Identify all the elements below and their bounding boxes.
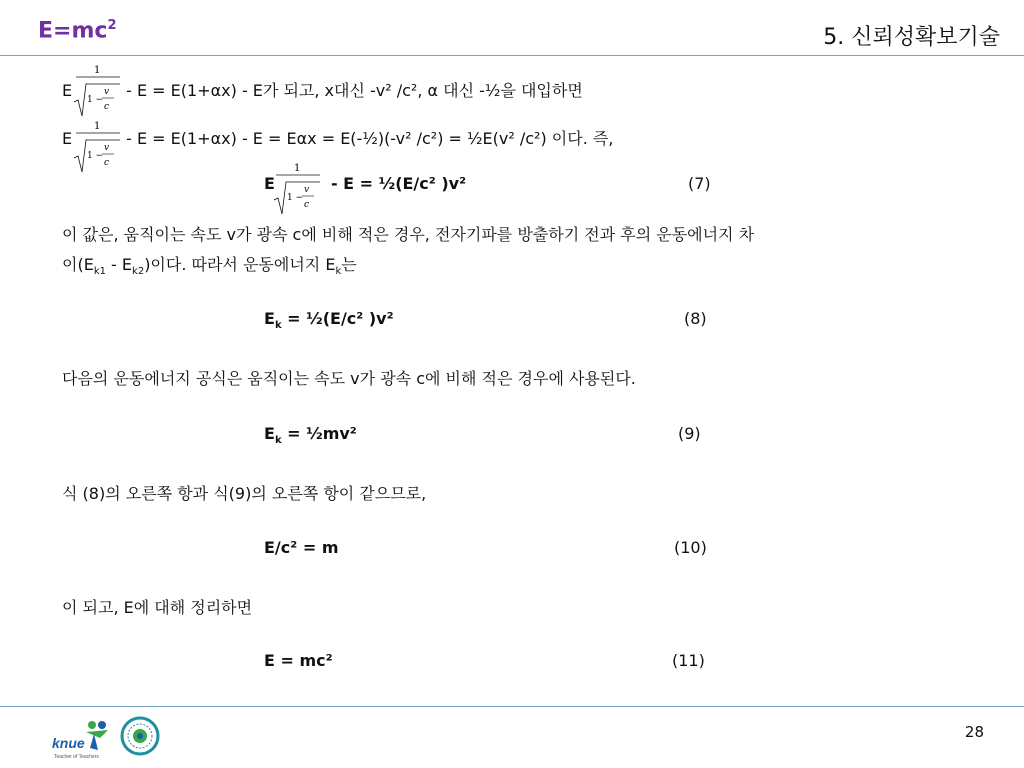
line-2: E - E = E(1+αx) - E = Eαx = E(-½)(-v² /c²) = ½E(v² /c²) 이다. 즉,: [62, 129, 614, 148]
svg-text:knue: knue: [52, 735, 85, 751]
equation-8: $E_k$ = ½(E/c² )v²: [264, 309, 394, 332]
svg-text:1: 1: [294, 163, 301, 174]
equation-8-number: (8): [684, 309, 707, 328]
equation-9-number: (9): [678, 424, 701, 443]
university-seal-icon: [120, 716, 160, 756]
svg-text:1 −: 1 −: [87, 151, 104, 161]
equation-11: E = mc²: [264, 651, 333, 670]
paragraph-1a: 이 값은, 움직이는 속도 v가 광속 c에 비해 적은 경우, 전자기파를 방출하기 전과 후의 운동에너지 차: [62, 225, 755, 244]
svg-text:1: 1: [94, 65, 101, 76]
paragraph-4: 이 되고, E에 대해 정리하면: [62, 598, 253, 617]
svg-text:1 −: 1 −: [87, 95, 104, 105]
equation-10-number: (10): [674, 538, 707, 557]
paragraph-1b: 이$(E_{k1} - E_{k2})$이다. 따라서 운동에너지 $E_k$는: [62, 255, 357, 278]
header-divider: [0, 55, 1024, 56]
svg-text:v: v: [304, 185, 310, 195]
svg-text:v: v: [104, 87, 110, 97]
svg-text:c: c: [104, 102, 110, 112]
equation-9: $E_k$ = ½mv²: [264, 424, 357, 447]
equation-10: E/c² = m: [264, 538, 339, 557]
svg-text:1: 1: [94, 121, 101, 132]
knue-logo: [50, 716, 118, 760]
equation-7-number: (7): [688, 174, 711, 193]
page-number: 28: [964, 723, 984, 741]
equation-11-number: (11): [672, 651, 705, 670]
svg-text:1 −: 1 −: [287, 193, 304, 203]
svg-text:c: c: [104, 158, 110, 168]
line-1: E - E = E(1+αx) - E가 되고, x대신 -v² /c², α 대신 -½을 대입하면: [62, 81, 583, 100]
paragraph-3: 식 (8)의 오른쪽 항과 식(9)의 오른쪽 항이 같으므로,: [62, 484, 427, 503]
slide-title-right: 5. 신뢰성확보기술: [823, 25, 1000, 50]
equation-7: E - E = ½(E/c² )v²: [264, 174, 467, 193]
footer-divider: [0, 706, 1024, 707]
paragraph-2: 다음의 운동에너지 공식은 움직이는 속도 v가 광속 c에 비해 적은 경우에 사용된다.: [62, 369, 636, 388]
svg-text:Teacher of Teachers: Teacher of Teachers: [54, 754, 99, 760]
svg-text:c: c: [304, 200, 310, 210]
slide-title-left: $E=mc^2$: [38, 18, 117, 44]
svg-text:v: v: [104, 143, 110, 153]
